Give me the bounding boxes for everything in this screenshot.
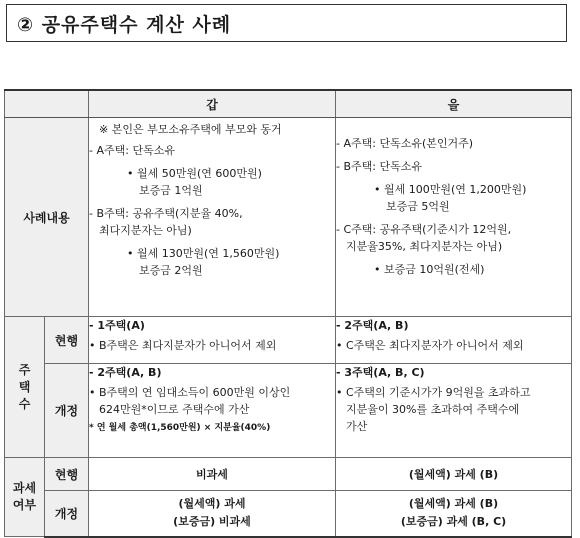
case-b-line: • 보증금 10억원(전세) <box>374 263 485 276</box>
housing-revised-b-note: • C주택의 기준시가가 9억원을 초과하고 <box>336 386 531 399</box>
housing-revised-row <box>5 364 572 458</box>
housing-current-a <box>89 317 336 364</box>
housing-current-row <box>5 317 572 364</box>
case-row <box>5 118 572 317</box>
tax-current-row <box>5 458 572 491</box>
housing-current-b <box>336 317 572 364</box>
case-table <box>4 89 572 538</box>
case-a-line: 보증금 1억원 <box>139 184 203 197</box>
header-col-b: 을 <box>336 90 572 118</box>
taxation-label <box>5 458 45 537</box>
case-a-line: - B주택: 공유주택(지분율 40%, <box>89 207 243 220</box>
housing-revised-a-footnote: * 연 월세 총액(1,560만원) × 지분율(40%) <box>89 423 271 433</box>
housing-revised-a-note: • B주택의 연 임대소득이 600만원 이상인 <box>89 386 291 399</box>
housing-count-char: 택 <box>18 379 31 394</box>
case-b-line: - A주택: 단독소유(본인거주) <box>336 137 474 150</box>
case-a-line: ※ 본인은 부모소유주택에 부모와 동거 <box>99 123 282 136</box>
tax-revised-b-line: (월세액) 과세 (B) <box>408 497 499 511</box>
case-a-cell <box>89 118 336 317</box>
case-b-cell <box>336 118 572 317</box>
case-b-line: - C주택: 공유주택(기준시가 12억원, <box>336 223 512 236</box>
housing-current-a-note: • B주택은 최다지분자가 아니어서 제외 <box>89 339 277 352</box>
case-b-line: 보증금 5억원 <box>386 200 450 213</box>
taxation-label-line: 과세 <box>12 481 37 495</box>
housing-revised-a-title: - 2주택(A, B) <box>89 366 162 379</box>
table-header-row <box>5 90 572 118</box>
case-a-line: 최다지분자는 아님) <box>99 224 192 237</box>
housing-current-b-note: • C주택은 최다지분자가 아니어서 제외 <box>336 339 524 352</box>
page-title: ② 공유주택수 계산 사례 <box>6 4 567 42</box>
case-a-line: - A주택: 단독소유 <box>89 144 175 157</box>
housing-revised-b-note: 지분율이 30%를 초과하여 주택수에 <box>346 403 520 416</box>
taxation-label-line: 여부 <box>12 498 37 512</box>
case-b-line: 지분율35%, 최다지분자는 아님) <box>346 240 503 253</box>
current-label: 현행 <box>45 458 89 491</box>
housing-count-char: 주 <box>18 362 31 377</box>
tax-current-a: 비과세 <box>89 458 336 491</box>
case-label: 사례내용 <box>5 118 89 317</box>
housing-current-b-title: - 2주택(A, B) <box>336 319 409 332</box>
case-a-line: • 월세 130만원(연 1,560만원) <box>127 247 280 260</box>
revised-label: 개정 <box>45 491 89 537</box>
housing-revised-b-note: 가산 <box>346 420 368 433</box>
housing-revised-a-note: 624만원*이므로 주택수에 가산 <box>99 403 250 416</box>
case-a-line: 보증금 2억원 <box>139 264 203 277</box>
housing-count-char: 수 <box>18 396 31 411</box>
tax-revised-row <box>5 491 572 537</box>
tax-revised-b <box>336 491 572 537</box>
housing-count-label <box>5 317 45 458</box>
header-corner <box>5 90 89 118</box>
revised-label: 개정 <box>45 364 89 458</box>
tax-revised-a-line: (월세액) 과세 <box>178 497 246 511</box>
case-a-line: • 월세 50만원(연 600만원) <box>127 167 262 180</box>
current-label: 현행 <box>45 317 89 364</box>
tax-revised-a <box>89 491 336 537</box>
case-b-line: • 월세 100만원(연 1,200만원) <box>374 183 527 196</box>
header-col-a: 갑 <box>89 90 336 118</box>
housing-revised-b-title: - 3주택(A, B, C) <box>336 366 425 379</box>
tax-revised-a-line: (보증금) 비과세 <box>173 515 251 529</box>
case-b-line: - B주택: 단독소유 <box>336 160 422 173</box>
housing-current-a-title: - 1주택(A) <box>89 319 145 332</box>
housing-revised-b <box>336 364 572 458</box>
tax-current-b: (월세액) 과세 (B) <box>336 458 572 491</box>
housing-revised-a <box>89 364 336 458</box>
tax-revised-b-line: (보증금) 과세 (B, C) <box>400 515 507 529</box>
